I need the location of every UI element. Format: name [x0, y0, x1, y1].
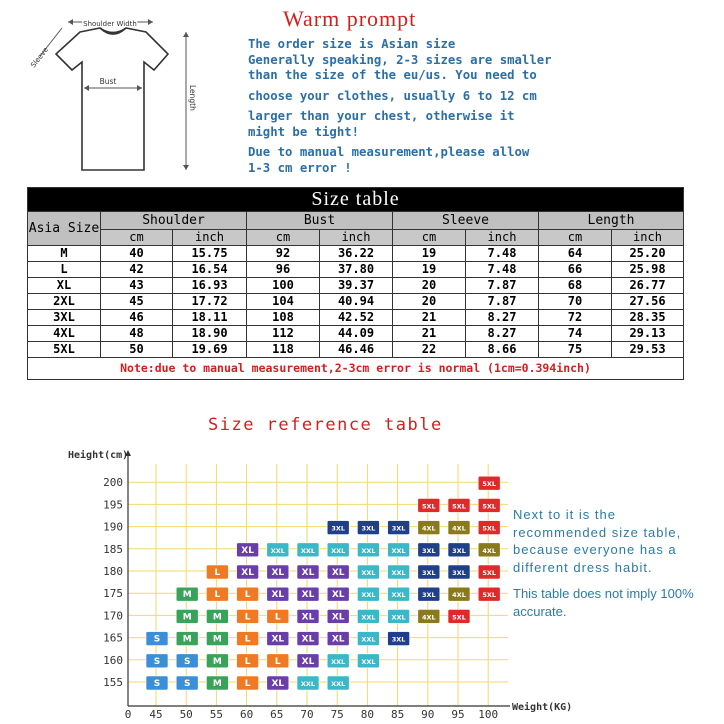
side-notes [513, 506, 713, 620]
size-marker-label: XXL [361, 613, 376, 622]
size-value: 108 [247, 310, 320, 326]
size-marker-label: XXL [361, 546, 376, 555]
x-tick-label: 55 [209, 708, 224, 721]
size-value: 20 [393, 294, 466, 310]
x-tick-label: 0 [124, 708, 132, 721]
size-label: M [28, 246, 101, 262]
x-tick-label: 75 [330, 708, 344, 721]
y-tick-label: 175 [103, 587, 123, 601]
size-value: 25.98 [612, 262, 684, 278]
size-value: 22 [393, 342, 466, 358]
size-value: 18.11 [173, 310, 247, 326]
side-note-accuracy: This table does not imply 100% accurate. [513, 586, 694, 619]
size-table-note: Note:due to manual measurement,2-3cm error is normal (1cm=0.394inch) [28, 358, 684, 380]
size-marker-label: XL [301, 568, 315, 578]
size-value: 39.37 [320, 278, 393, 294]
warm-line: choose your clothes, usually 6 to 12 cm [248, 88, 537, 103]
size-marker-label: XXL [391, 569, 406, 577]
size-marker-label: XXL [331, 546, 346, 555]
unit-inch: inch [173, 230, 247, 246]
size-marker-label: XL [271, 634, 285, 645]
asia-size-header: Asia Size [28, 212, 101, 246]
size-value: 7.87 [466, 278, 539, 294]
size-marker-label: S [153, 679, 161, 689]
size-marker-label: XL [271, 679, 285, 689]
size-value: 64 [539, 246, 612, 262]
size-marker-label: 4XL [421, 524, 436, 533]
size-value: 19.69 [173, 342, 247, 358]
y-tick-label: 165 [103, 631, 123, 645]
x-tick-label: 50 [179, 708, 193, 721]
unit-inch: inch [612, 230, 684, 246]
warm-prompt-text [248, 37, 718, 176]
unit-cm: cm [393, 230, 466, 246]
size-marker-label: XXL [300, 680, 316, 688]
size-value: 8.27 [466, 326, 539, 342]
size-row [28, 310, 684, 326]
size-marker-label: 3XL [391, 635, 406, 644]
x-tick-label: 60 [239, 708, 254, 721]
x-tick-label: 80 [360, 708, 375, 721]
size-marker-label: M [212, 612, 222, 623]
x-tick-label: 90 [421, 708, 435, 721]
size-value: 42 [101, 262, 173, 278]
size-value: 8.66 [466, 342, 539, 358]
size-marker-label: 5XL [421, 502, 436, 511]
size-marker-label: 5XL [482, 591, 497, 600]
size-label: L [28, 262, 101, 278]
size-value: 100 [247, 278, 320, 294]
size-value: 8.27 [466, 310, 539, 326]
size-marker-label: 4XL [452, 591, 466, 600]
size-table-title: Size table [28, 188, 684, 212]
size-marker-label: L [274, 656, 281, 667]
size-marker-label: XXL [331, 657, 346, 666]
size-marker-label: M [182, 590, 192, 601]
reference-title: Size reference table [208, 415, 443, 435]
size-value: 29.13 [612, 326, 684, 342]
size-value: 27.56 [612, 294, 684, 310]
size-marker-label: XL [301, 590, 315, 601]
size-label: 4XL [28, 326, 101, 342]
size-marker-label: XL [301, 656, 315, 667]
size-marker-label: XXL [361, 591, 376, 600]
unit-cm: cm [539, 230, 612, 246]
size-label: XL [28, 278, 101, 294]
size-marker-label: 4XL [421, 613, 436, 622]
size-marker-label: 3XL [421, 546, 436, 555]
warm-line: larger than your chest, otherwise it [248, 109, 515, 123]
x-axis-label: Weight(KG) [512, 702, 573, 713]
size-value: 66 [539, 262, 612, 278]
size-value: 26.77 [612, 278, 684, 294]
x-tick-label: 85 [390, 708, 405, 721]
size-marker-label: 4XL [482, 546, 497, 555]
size-table-body [28, 246, 684, 358]
size-reference-chart [60, 442, 573, 721]
size-marker-label: XXL [300, 546, 316, 555]
x-tick-label: 95 [451, 708, 465, 721]
tshirt-diagram [28, 10, 203, 185]
size-marker-label: 5XL [482, 480, 497, 489]
size-label: 3XL [28, 310, 101, 326]
size-value: 75 [539, 342, 612, 358]
size-marker-label: XXL [331, 680, 346, 688]
warm-line: 1-3 cm error ! [248, 160, 352, 175]
size-value: 29.53 [612, 342, 684, 358]
size-marker-label: XL [271, 590, 285, 601]
size-marker-label: L [214, 590, 221, 601]
size-value: 7.87 [466, 294, 539, 310]
size-value: 21 [393, 310, 466, 326]
unit-inch: inch [320, 230, 393, 246]
size-value: 46 [101, 310, 173, 326]
y-tick-label: 170 [103, 609, 123, 623]
size-marker-label: XXL [361, 657, 376, 666]
sleeve-label: Sleeve [29, 45, 51, 70]
size-marker-label: 5XL [482, 569, 497, 577]
size-table [27, 187, 683, 380]
size-marker-label: XL [331, 590, 345, 601]
size-marker-label: M [212, 634, 222, 645]
size-value: 70 [539, 294, 612, 310]
x-tick-label: 70 [300, 708, 314, 721]
size-label: 5XL [28, 342, 101, 358]
size-value: 43 [101, 278, 173, 294]
size-value: 45 [101, 294, 173, 310]
size-marker-label: XL [331, 634, 345, 645]
size-row [28, 326, 684, 342]
x-tick-label: 100 [478, 708, 499, 721]
size-row [28, 278, 684, 294]
size-marker-label: 5XL [482, 502, 497, 511]
size-value: 28.35 [612, 310, 684, 326]
bust-header: Bust [247, 212, 393, 230]
warm-line: Due to manual measurement,please allow [248, 145, 530, 159]
size-marker-label: S [153, 634, 161, 645]
size-marker-label: 5XL [482, 524, 497, 533]
size-marker-label: L [244, 590, 251, 601]
size-value: 46.46 [320, 342, 393, 358]
size-row [28, 262, 684, 278]
size-marker-label: XL [241, 545, 254, 556]
size-value: 68 [539, 278, 612, 294]
size-marker-label: XXL [391, 613, 406, 622]
size-value: 50 [101, 342, 173, 358]
size-marker-label: 5XL [452, 502, 466, 511]
size-label: 2XL [28, 294, 101, 310]
size-value: 44.09 [320, 326, 393, 342]
size-value: 25.20 [612, 246, 684, 262]
y-tick-label: 185 [103, 542, 123, 556]
unit-cm: cm [101, 230, 173, 246]
size-marker-label: XXL [361, 569, 376, 577]
size-marker-label: L [244, 679, 251, 689]
warm-prompt-title: Warm prompt [283, 6, 417, 31]
size-marker-label: XL [331, 612, 345, 623]
size-value: 72 [539, 310, 612, 326]
size-marker-label: M [212, 656, 222, 667]
warm-line: than the size of the eu/us. You need to [248, 68, 537, 82]
size-value: 15.75 [173, 246, 247, 262]
length-header: Length [539, 212, 684, 230]
size-marker-label: XL [301, 612, 315, 623]
unit-cm: cm [247, 230, 320, 246]
size-value: 92 [247, 246, 320, 262]
sleeve-header: Sleeve [393, 212, 539, 230]
size-marker-label: XXL [361, 635, 376, 644]
size-value: 19 [393, 262, 466, 278]
y-tick-label: 180 [103, 565, 123, 578]
size-marker-label: 3XL [452, 569, 466, 577]
size-marker-label: S [153, 656, 161, 667]
size-marker-label: M [182, 634, 192, 645]
size-marker-label: M [212, 679, 222, 689]
size-row [28, 246, 684, 262]
size-value: 42.52 [320, 310, 393, 326]
y-axis-label: Height(cm) [68, 450, 129, 461]
size-marker-label: L [244, 656, 251, 667]
size-row [28, 294, 684, 310]
size-marker-label: 5XL [452, 613, 466, 622]
size-marker-label: 4XL [452, 524, 466, 533]
y-tick-label: 190 [103, 520, 123, 534]
size-value: 7.48 [466, 262, 539, 278]
size-marker-label: S [183, 679, 191, 689]
size-value: 19 [393, 246, 466, 262]
size-marker-label: XXL [391, 591, 406, 600]
size-marker-label: XL [241, 568, 254, 578]
size-value: 74 [539, 326, 612, 342]
size-value: 16.93 [173, 278, 247, 294]
size-marker-label: XL [271, 568, 285, 578]
size-value: 104 [247, 294, 320, 310]
size-value: 17.72 [173, 294, 247, 310]
size-marker-label: 3XL [452, 546, 466, 555]
size-marker-label: L [274, 612, 281, 623]
y-tick-label: 155 [103, 676, 123, 689]
size-value: 96 [247, 262, 320, 278]
size-marker-label: L [244, 612, 251, 623]
size-marker-label: 3XL [421, 591, 436, 600]
size-marker-label: 3XL [391, 524, 406, 533]
warm-line: might be tight! [248, 124, 360, 139]
size-value: 20 [393, 278, 466, 294]
size-value: 112 [247, 326, 320, 342]
unit-inch: inch [466, 230, 539, 246]
shoulder-width-label: Shoulder Width [83, 20, 137, 28]
length-label: Length [188, 85, 197, 111]
size-row [28, 342, 684, 358]
y-tick-label: 195 [103, 498, 123, 512]
size-value: 21 [393, 326, 466, 342]
size-value: 16.54 [173, 262, 247, 278]
size-value: 118 [247, 342, 320, 358]
size-value: 48 [101, 326, 173, 342]
warm-line: Generally speaking, 2-3 sizes are smaller [248, 52, 552, 67]
size-marker-label: L [214, 568, 221, 578]
x-tick-label: 45 [149, 708, 163, 721]
side-note-recommended: Next to it is the recommended size table, because everyone has a different dress habit. [513, 507, 682, 575]
bust-label: Bust [99, 77, 117, 86]
size-marker-label: XL [301, 634, 315, 645]
shoulder-header: Shoulder [101, 212, 247, 230]
size-marker-label: 3XL [421, 569, 436, 577]
size-value: 18.90 [173, 326, 247, 342]
y-tick-label: 200 [103, 476, 123, 490]
warm-line: The order size is Asian size [248, 37, 456, 51]
size-value: 7.48 [466, 246, 539, 262]
size-value: 40.94 [320, 294, 393, 310]
size-marker-label: 3XL [331, 524, 346, 533]
size-marker-label: M [182, 612, 192, 623]
size-marker-label: XL [331, 568, 345, 578]
size-marker-label: L [244, 634, 251, 645]
size-value: 36.22 [320, 246, 393, 262]
size-marker-label: 3XL [361, 524, 376, 533]
size-marker-label: S [183, 656, 191, 667]
size-marker-label: XXL [270, 546, 285, 555]
y-tick-label: 160 [103, 653, 123, 667]
size-value: 37.80 [320, 262, 393, 278]
x-tick-label: 65 [270, 708, 284, 721]
size-value: 40 [101, 246, 173, 262]
size-marker-label: XXL [391, 546, 406, 555]
